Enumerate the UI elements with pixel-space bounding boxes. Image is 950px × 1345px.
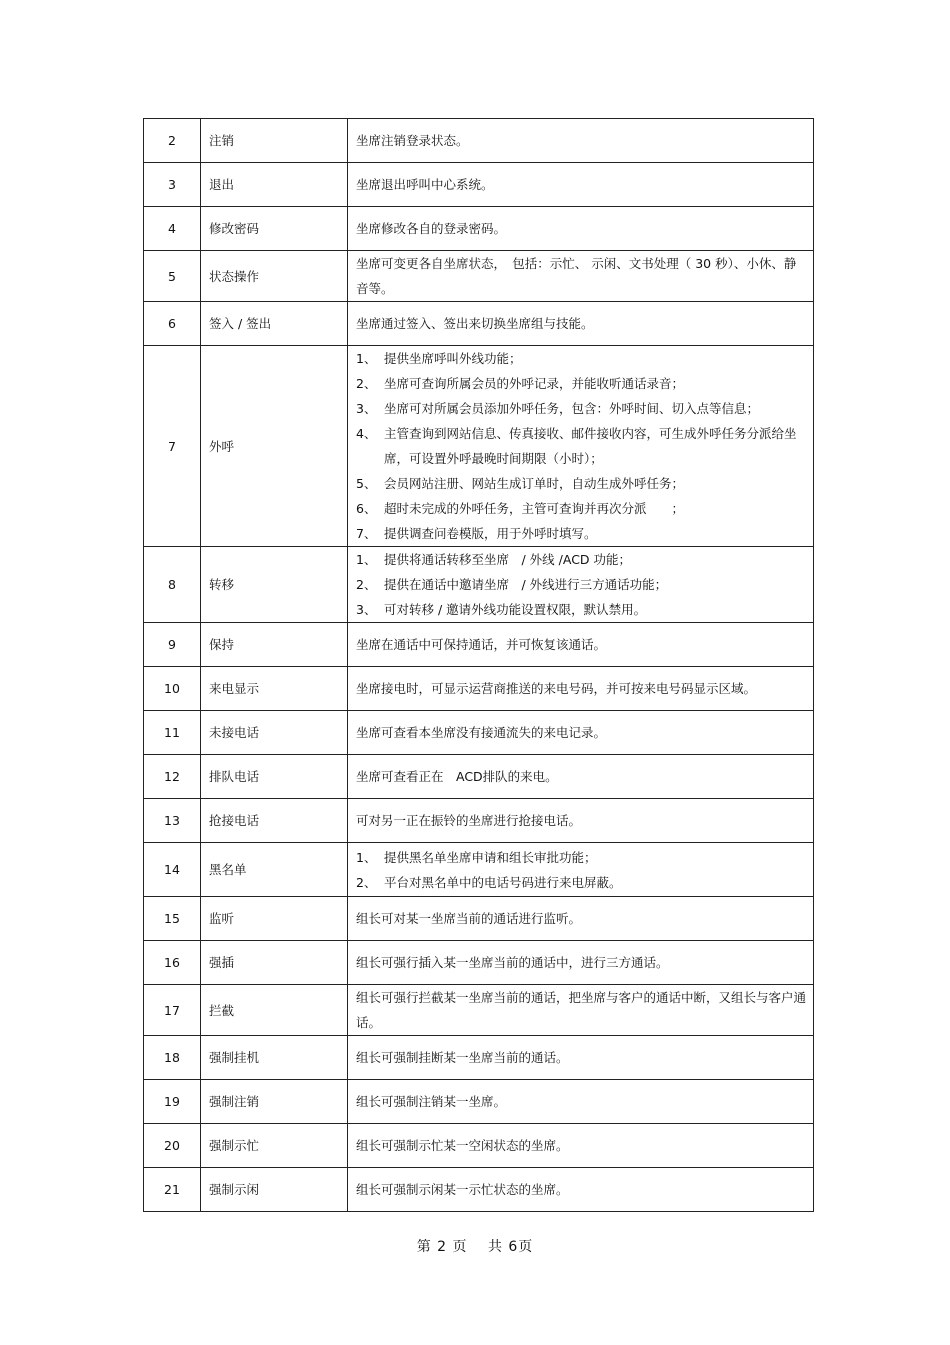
list-text: 会员网站注册、网站生成订单时，自动生成外呼任务； — [384, 476, 685, 491]
list-item — [356, 396, 807, 421]
list-item — [356, 371, 807, 396]
row-number: 7 — [144, 346, 201, 547]
list-marker: 2、 — [356, 577, 377, 592]
table-row — [144, 1168, 814, 1212]
feature-name: 未接电话 — [201, 711, 348, 755]
description-text: 组长可强制示忙某一空闲状态的坐席。 — [356, 1138, 569, 1153]
description-text: 组长可强行拦截某一坐席当前的通话，把坐席与客户的通话中断，又组长与客户通话。 — [356, 990, 807, 1030]
list-marker: 6、 — [356, 501, 377, 516]
feature-name: 退出 — [201, 163, 348, 207]
feature-name: 监听 — [201, 897, 348, 941]
list-item — [356, 496, 807, 521]
feature-name: 修改密码 — [201, 207, 348, 251]
description-text: 坐席注销登录状态。 — [356, 133, 469, 148]
table-row — [144, 346, 814, 547]
feature-name: 外呼 — [201, 346, 348, 547]
feature-description — [348, 547, 814, 623]
list-item — [356, 421, 807, 471]
row-number: 20 — [144, 1124, 201, 1168]
feature-description — [348, 1080, 814, 1124]
list-item — [356, 471, 807, 496]
description-text: 组长可对某一坐席当前的通话进行监听。 — [356, 911, 582, 926]
row-number: 4 — [144, 207, 201, 251]
list-marker: 3、 — [356, 401, 377, 416]
feature-name: 强制挂机 — [201, 1036, 348, 1080]
list-text: 平台对黑名单中的电话号码进行来电屏蔽。 — [384, 874, 622, 890]
list-item — [356, 870, 807, 895]
description-text: 坐席可变更各自坐席状态， 包括：示忙、 示闲、文书处理（ 30 秒）、小休、静音等。 — [356, 256, 797, 296]
list-item — [356, 547, 807, 572]
list-text: 超时未完成的外呼任务，主管可查询并再次分派 ； — [384, 501, 685, 516]
table-row — [144, 1124, 814, 1168]
table-row — [144, 711, 814, 755]
description-text: 组长可强行插入某一坐席当前的通话中，进行三方通话。 — [356, 955, 669, 970]
description-text: 坐席可查看本坐席没有接通流失的来电记录。 — [356, 725, 607, 740]
list-item — [356, 572, 807, 597]
row-number: 19 — [144, 1080, 201, 1124]
row-number: 9 — [144, 623, 201, 667]
feature-description — [348, 985, 814, 1036]
table-row — [144, 755, 814, 799]
feature-description — [348, 302, 814, 346]
row-number: 15 — [144, 897, 201, 941]
description-text: 组长可强制示闲某一示忙状态的坐席。 — [356, 1182, 569, 1197]
list-item — [356, 346, 807, 371]
feature-name: 状态操作 — [201, 251, 348, 302]
list-text: 坐席可查询所属会员的外呼记录，并能收听通话录音； — [384, 376, 685, 391]
feature-name: 签入 / 签出 — [201, 302, 348, 346]
feature-name: 强制注销 — [201, 1080, 348, 1124]
list-marker: 2、 — [356, 874, 377, 890]
feature-description — [348, 711, 814, 755]
table-row — [144, 667, 814, 711]
list-text: 坐席可对所属会员添加外呼任务，包含：外呼时间、切入点等信息； — [384, 401, 760, 416]
description-text: 坐席接电时，可显示运营商推送的来电号码，并可按来电号码显示区域。 — [356, 681, 757, 696]
description-text: 组长可强制注销某一坐席。 — [356, 1094, 507, 1109]
feature-description — [348, 623, 814, 667]
row-number: 2 — [144, 119, 201, 163]
row-number: 14 — [144, 843, 201, 897]
table-row — [144, 1036, 814, 1080]
list-marker: 7、 — [356, 526, 377, 541]
description-text: 坐席在通话中可保持通话，并可恢复该通话。 — [356, 637, 607, 652]
feature-description — [348, 667, 814, 711]
list-text: 提供坐席呼叫外线功能； — [384, 351, 522, 366]
list-marker: 1、 — [356, 849, 377, 865]
row-number: 5 — [144, 251, 201, 302]
description-text: 坐席可查看正在 ACD排队的来电。 — [356, 769, 558, 784]
feature-description — [348, 346, 814, 547]
table-row — [144, 302, 814, 346]
feature-name: 抢接电话 — [201, 799, 348, 843]
row-number: 6 — [144, 302, 201, 346]
feature-description — [348, 207, 814, 251]
list-marker: 2、 — [356, 376, 377, 391]
feature-description — [348, 1036, 814, 1080]
row-number: 10 — [144, 667, 201, 711]
table-row — [144, 207, 814, 251]
list-marker: 3、 — [356, 602, 377, 617]
table-row — [144, 1080, 814, 1124]
table-row — [144, 985, 814, 1036]
row-number: 11 — [144, 711, 201, 755]
feature-name: 保持 — [201, 623, 348, 667]
feature-name: 转移 — [201, 547, 348, 623]
list-text: 提供将通话转移至坐席 / 外线 /ACD 功能； — [384, 552, 632, 567]
row-number: 8 — [144, 547, 201, 623]
table-row — [144, 547, 814, 623]
list-marker: 5、 — [356, 476, 377, 491]
page-footer: 第 2 页 共 6页 — [416, 1239, 534, 1255]
feature-name: 排队电话 — [201, 755, 348, 799]
feature-description — [348, 843, 814, 897]
description-text: 坐席退出呼叫中心系统。 — [356, 177, 494, 192]
table-row — [144, 119, 814, 163]
feature-description — [348, 119, 814, 163]
list-marker: 1、 — [356, 552, 377, 567]
row-number: 3 — [144, 163, 201, 207]
list-text: 可对转移 / 邀请外线功能设置权限，默认禁用。 — [384, 602, 647, 617]
feature-description — [348, 755, 814, 799]
description-text: 坐席修改各自的登录密码。 — [356, 221, 507, 236]
feature-name: 拦截 — [201, 985, 348, 1036]
row-number: 17 — [144, 985, 201, 1036]
description-text: 坐席通过签入、签出来切换坐席组与技能。 — [356, 316, 594, 331]
list-text: 提供黑名单坐席申请和组长审批功能； — [384, 849, 597, 865]
row-number: 16 — [144, 941, 201, 985]
feature-description — [348, 1168, 814, 1212]
feature-name: 来电显示 — [201, 667, 348, 711]
row-number: 12 — [144, 755, 201, 799]
feature-description — [348, 941, 814, 985]
list-item — [356, 845, 807, 870]
description-text: 组长可强制挂断某一坐席当前的通话。 — [356, 1050, 569, 1065]
table-row — [144, 843, 814, 897]
row-number: 13 — [144, 799, 201, 843]
feature-name: 强制示忙 — [201, 1124, 348, 1168]
table-row — [144, 163, 814, 207]
table-row — [144, 251, 814, 302]
list-item — [356, 597, 807, 622]
feature-table — [143, 118, 814, 1212]
table-row — [144, 897, 814, 941]
feature-name: 强插 — [201, 941, 348, 985]
table-row — [144, 799, 814, 843]
row-number: 18 — [144, 1036, 201, 1080]
list-marker: 1、 — [356, 351, 377, 366]
list-marker: 4、 — [356, 426, 377, 441]
table-row — [144, 623, 814, 667]
list-text: 提供在通话中邀请坐席 / 外线进行三方通话功能； — [384, 577, 668, 592]
feature-name: 黑名单 — [201, 843, 348, 897]
list-item — [356, 521, 807, 546]
feature-description — [348, 251, 814, 302]
list-text: 提供调查问卷模版，用于外呼时填写。 — [384, 526, 597, 541]
feature-description — [348, 1124, 814, 1168]
row-number: 21 — [144, 1168, 201, 1212]
table-row — [144, 941, 814, 985]
feature-name: 注销 — [201, 119, 348, 163]
list-text: 主管查询到网站信息、传真接收、邮件接收内容，可生成外呼任务分派给坐席，可设置外呼最晚时间期限（小时）； — [384, 426, 797, 466]
feature-description — [348, 799, 814, 843]
feature-description — [348, 897, 814, 941]
feature-description — [348, 163, 814, 207]
feature-name: 强制示闲 — [201, 1168, 348, 1212]
description-text: 可对另一正在振铃的坐席进行抢接电话。 — [356, 813, 582, 828]
